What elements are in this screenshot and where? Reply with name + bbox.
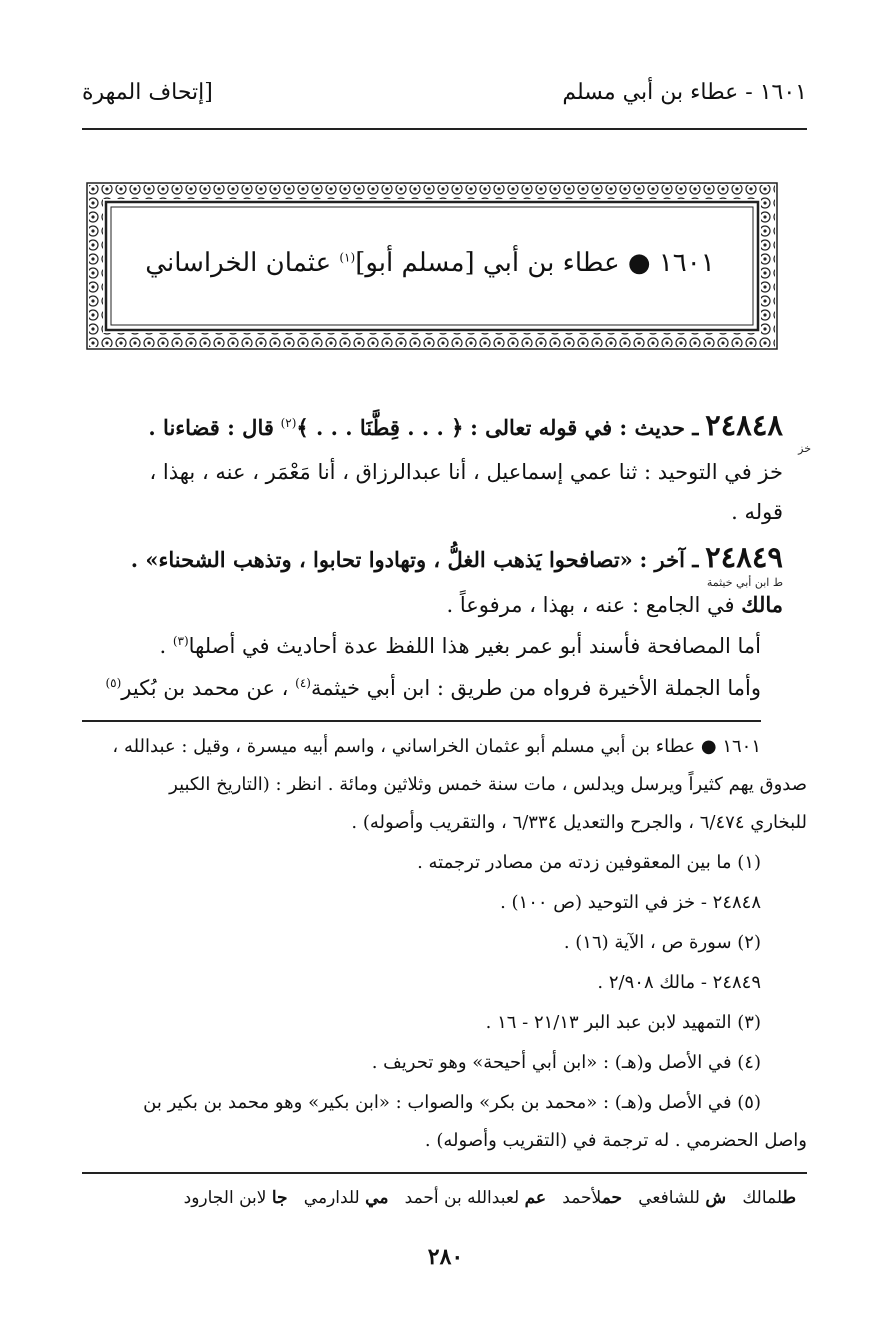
hadith-24849-line2 <box>447 592 783 617</box>
abbr-item: مي للدارمي <box>303 1188 389 1208</box>
bio-note-line2: صدوق يهم كثيراً ويرسل ويدلس ، مات سنة خمس وثلاثين ومائة . انظر : (التاريخ الكبير <box>169 774 807 795</box>
footnote-rule <box>82 720 761 722</box>
footnote-ref: (٥) <box>105 676 122 690</box>
footnote-5-line2: واصل الحضرمي . له ترجمة في (التقريب وأصوله) . <box>424 1130 807 1151</box>
footnote-5-line1: (٥) في الأصل و(هـ) : «محمد بن بكر» والصواب : «ابن بكير» وهو محمد بن بكير بن <box>143 1092 761 1113</box>
hadith-24848-line3: قوله . <box>731 500 783 524</box>
running-title: ١٦٠١ - عطاء بن أبي مسلم <box>562 80 807 105</box>
marginal-symbol: ط ابن أبي خيثمة <box>706 576 783 589</box>
hadith-lead: ـ آخر : <box>639 547 699 572</box>
hadith-number: ٢٤٨٤٨ <box>705 408 783 442</box>
hadith-24848-line1 <box>148 408 783 442</box>
abbr-item: عم لعبدالله بن أحمد <box>404 1188 547 1208</box>
bio-note-line1: ١٦٠١ ● عطاء بن أبي مسلم أبو عثمان الخراساني ، واسم أبيه ميسرة ، وقيل : عبدالله ، <box>112 736 761 757</box>
hadith-24848-line2: خز في التوحيد : ثنا عمي إسماعيل ، أنا عبدالرزاق ، أنا مَعْمَر ، عنه ، بهذا ، <box>149 460 783 484</box>
hadith-tail: قال : قضاءنا . <box>148 415 274 440</box>
commentary-text: وأما الجملة الأخيرة فرواه من طريق : ابن أبي خيثمة <box>310 676 761 700</box>
hadith-text: «تصافحوا يَذهب الغلُّ ، وتهادوا تحابوا ، وتذهب الشحناء» . <box>130 547 633 572</box>
abbr-item: جا لابن الجارود <box>183 1188 288 1208</box>
hadith-number: ٢٤٨٤٩ <box>705 540 783 574</box>
source-ref-24849: ٢٤٨٤٩ - مالك ٢/٩٠٨ . <box>597 972 761 993</box>
footnote-1: (١) ما بين المعقوفين زدته من مصادر ترجمته . <box>417 852 761 873</box>
footnote-ref: (٤) <box>295 676 311 690</box>
hadith-24849-line4 <box>105 676 761 700</box>
hadith-24849-line3 <box>159 634 761 658</box>
hadith-24849-line1 <box>131 540 783 574</box>
abbr-item: طلمالك <box>742 1188 796 1208</box>
hadith-lead: ـ حديث : في قوله تعالى : <box>470 415 699 440</box>
footnote-2: (٢) سورة ص ، الآية (١٦) . <box>563 932 761 953</box>
footnote-ref: (٢) <box>280 416 297 430</box>
quran-verse: ﴿ . . . قِطَّنَا . . . ﴾ <box>296 415 464 440</box>
abbreviations-rule <box>82 1172 807 1174</box>
abbr-item: حملأحمد <box>562 1188 623 1208</box>
book-title: [إتحاف المهرة <box>82 80 213 105</box>
page-number: ٢٨٠ <box>427 1244 464 1270</box>
source-ref-24848: ٢٤٨٤٨ - خز في التوحيد (ص ١٠٠) . <box>500 892 761 913</box>
footnote-ref: (٣) <box>172 634 189 648</box>
entry-title-tail: عثمان الخراساني <box>145 248 332 278</box>
header-rule <box>82 128 807 130</box>
commentary-text: ، عن محمد بن بُكير <box>121 676 289 700</box>
footnote-ref: (١) <box>339 250 356 265</box>
bio-note-line3: للبخاري ٦/٤٧٤ ، والجرح والتعديل ٦/٣٣٤ ، والتقريب وأصوله) . <box>351 812 807 833</box>
abbr-item: ش للشافعي <box>638 1188 727 1208</box>
entry-title <box>110 248 750 278</box>
entry-title-main: ١٦٠١ ● عطاء بن أبي [مسلم أبو] <box>355 248 715 278</box>
marginal-symbol: خز <box>798 442 811 455</box>
footnote-4: (٤) في الأصل و(هـ) : «ابن أبي أحيحة» وهو تحريف . <box>371 1052 761 1073</box>
source-name: مالك <box>741 592 783 617</box>
abbreviation-key <box>184 1188 796 1208</box>
commentary-text: أما المصافحة فأسند أبو عمر بغير هذا اللفظ عدة أحاديث في أصلها <box>188 634 761 658</box>
commentary-end: . <box>159 634 167 658</box>
source-text: في الجامع : عنه ، بهذا ، مرفوعاً . <box>446 593 735 617</box>
footnote-3: (٣) التمهيد لابن عبد البر ٢١/١٣ - ١٦ . <box>485 1012 761 1033</box>
